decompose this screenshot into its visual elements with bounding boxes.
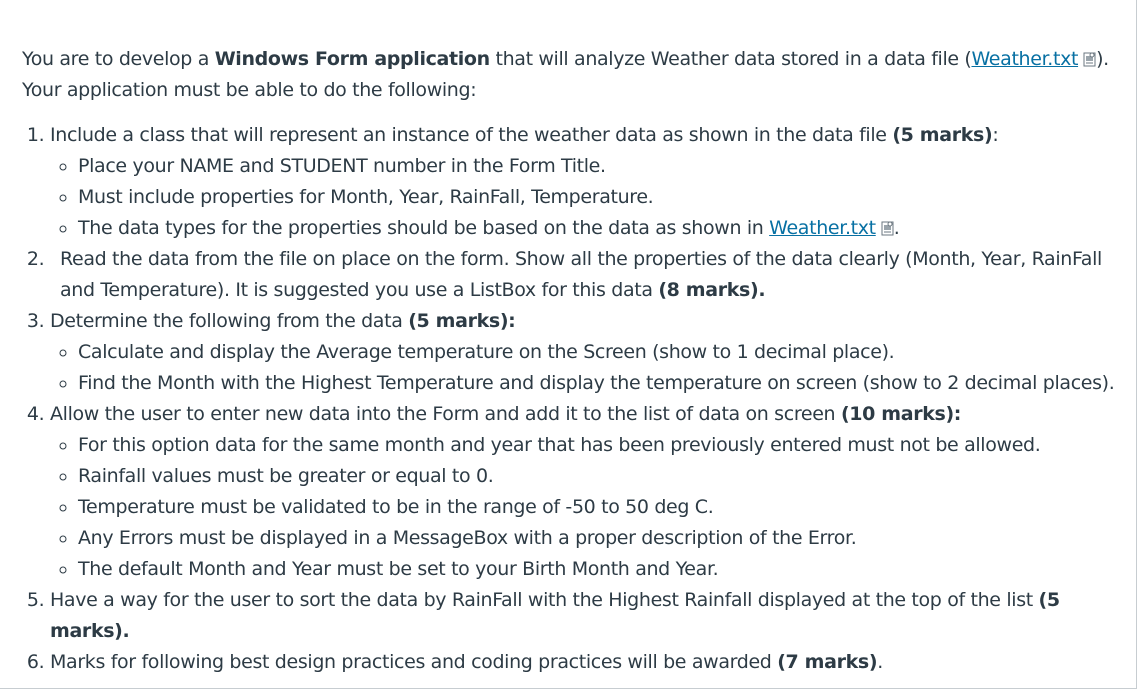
task-3-sub-2: ◦ Find the Month with the Highest Temperature and display the temperature on screen (show to 2 decimal places). — [78, 368, 1122, 399]
task-3-text: Determine the following from the data — [50, 310, 409, 332]
file-preview-icon[interactable] — [881, 221, 894, 236]
task-1-sub-3 — [78, 213, 1122, 244]
task-3-sub-1: ◦ Calculate and display the Average temperature on the Screen (show to 1 decimal place). — [78, 337, 1122, 368]
task-4-marks: (10 marks): — [840, 403, 962, 425]
intro-line-2: Your application must be able to do the following: — [22, 79, 477, 101]
task-1-text: Include a class that will represent an instance of the weather data as shown in the data file — [50, 124, 893, 146]
task-4-sub-4: ◦ Any Errors must be displayed in a MessageBox with a proper description of the Error. — [78, 523, 1122, 554]
task-4-text: Allow the user to enter new data into the Form and add it to the list of data on screen — [50, 403, 841, 425]
task-1-sub-3-tail: . — [893, 217, 900, 239]
intro-paragraph — [22, 44, 1122, 106]
task-1-sublist — [50, 151, 1122, 244]
task-1-marks: (5 marks) — [892, 124, 993, 146]
task-4-sub-5: ◦ The default Month and Year must be set to your Birth Month and Year. — [78, 554, 1122, 585]
task-item-6 — [50, 647, 1122, 678]
task-6-tail: . — [877, 651, 883, 673]
weather-file-link[interactable]: Weather.txt — [971, 48, 1079, 70]
task-6-text: Marks for following best design practices and coding practices will be awarded — [50, 651, 778, 673]
task-list — [22, 120, 1122, 678]
task-item-5 — [50, 585, 1122, 647]
task-item-2 — [50, 244, 1122, 306]
intro-bold-app: Windows Form application — [214, 48, 490, 70]
task-item-4 — [50, 399, 1122, 585]
task-1-tail: : — [992, 124, 999, 146]
task-item-1 — [50, 120, 1122, 244]
assignment-description — [22, 44, 1122, 678]
task-1-sub-3-text: The data types for the properties should be based on the data as shown in — [78, 217, 770, 239]
task-4-sublist — [50, 430, 1122, 585]
file-preview-icon[interactable] — [1083, 52, 1096, 67]
task-6-marks: (7 marks) — [777, 651, 878, 673]
task-1-sub-2: ◦ Must include properties for Month, Year, RainFall, Temperature. — [78, 182, 1122, 213]
task-3-sublist — [50, 337, 1122, 399]
task-3-marks: (5 marks): — [408, 310, 516, 332]
intro-text-2: that will analyze Weather data stored in a data file ( — [489, 48, 972, 70]
task-5-marks: (5 marks). — [50, 589, 1060, 642]
task-5-text: Have a way for the user to sort the data by RainFall with the Highest Rainfall displayed at the top of the list — [50, 589, 1039, 611]
weather-file-link-2[interactable]: Weather.txt — [769, 217, 876, 239]
intro-text-1: You are to develop a — [22, 48, 215, 70]
task-4-sub-2: ◦ Rainfall values must be greater or equal to 0. — [78, 461, 1122, 492]
task-1-sub-1: ◦ Place your NAME and STUDENT number in the Form Title. — [78, 151, 1122, 182]
intro-text-3: ). — [1096, 48, 1109, 70]
task-2-text: Read the data from the file on place on the form. Show all the properties of the data clearly (Month, Year, RainFall and Temperature). It is suggested you use a ListBox for this data — [60, 248, 1102, 301]
task-item-3 — [50, 306, 1122, 399]
task-4-sub-1: ◦ For this option data for the same month and year that has been previously entered must not be allowed. — [78, 430, 1122, 461]
task-4-sub-3: ◦ Temperature must be validated to be in the range of -50 to 50 deg C. — [78, 492, 1122, 523]
task-2-marks: (8 marks). — [658, 279, 766, 301]
